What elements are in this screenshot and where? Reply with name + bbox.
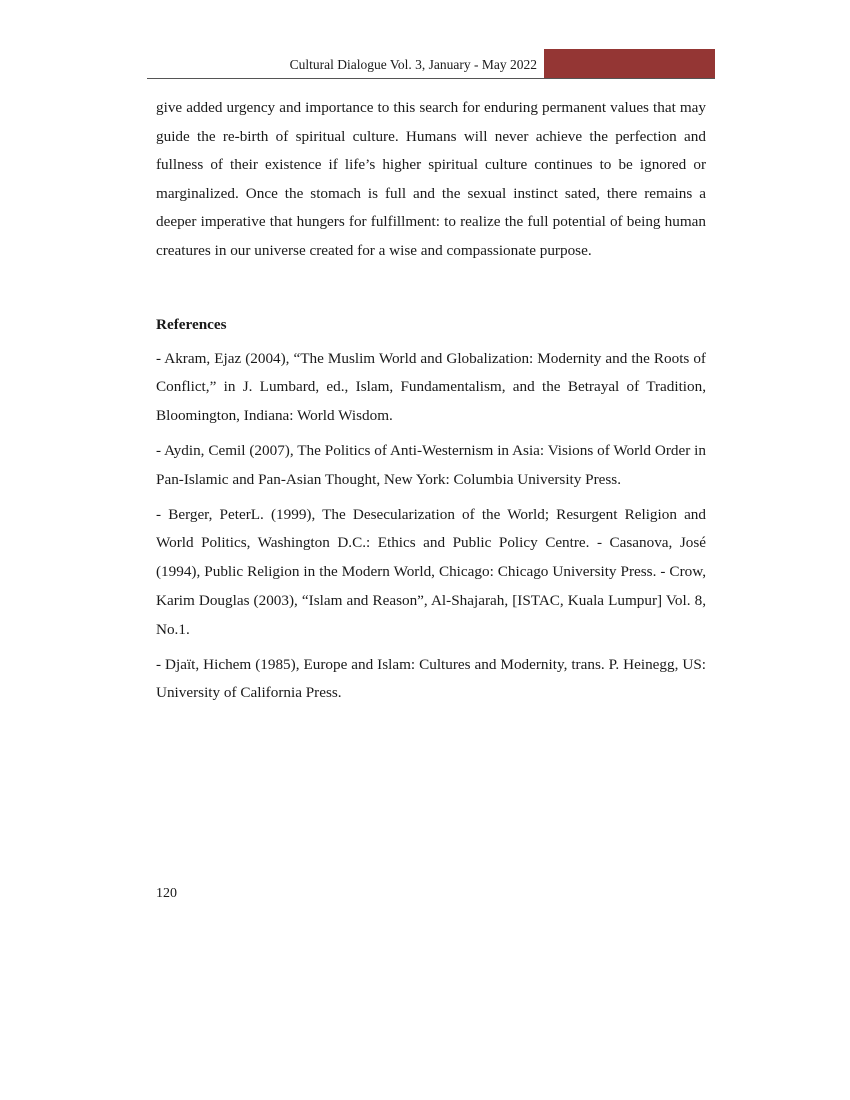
header-rule: [147, 78, 715, 79]
body-paragraph: give added urgency and importance to this search for enduring permanent values that may guide the re-birth of spiritual culture. Humans will never achieve the perfection and fullness of their existence if life’s higher spiritual culture continues to be ignored or marginalized. Once the stomach is full and the sexual instinct sated, there remains a deeper imperative that hungers for fulfillment: to realize the full potential of being human creatures in our universe created for a wise and compassionate purpose.: [156, 99, 706, 259]
page-number: 120: [156, 886, 177, 901]
reference-item: - Aydin, Cemil (2007), The Politics of Anti-Westernism in Asia: Visions of World Order in Pan-Islamic and Pan-Asian Thought, New York: Columbia University Press.: [156, 441, 706, 488]
reference-item: - Berger, PeterL. (1999), The Desecularization of the World; Resurgent Religion and World Politics, Washington D.C.: Ethics and Public Policy Centre. - Casanova, José (1994), Public Religion in the Modern World, Chicago: Chicago University Press. - Crow, Karim Douglas (2003), “Islam and Reason”, Al-Shajarah, [ISTAC, Kuala Lumpur] Vol. 8, No.1.: [156, 505, 706, 638]
page-content: [156, 94, 706, 708]
reference-item: - Akram, Ejaz (2004), “The Muslim World and Globalization: Modernity and the Roots of Conflict,” in J. Lumbard, ed., Islam, Fundamentalism, and the Betrayal of Tradition, Bloomington, Indiana: World Wisdom.: [156, 349, 706, 425]
journal-title: Cultural Dialogue Vol. 3, January - May 2022: [289, 57, 537, 72]
references-heading: References: [156, 315, 227, 333]
reference-item: - Djaït, Hichem (1985), Europe and Islam: Cultures and Modernity, trans. P. Heinegg, US: University of California Press.: [156, 655, 706, 702]
header-accent-bar: [544, 49, 715, 78]
running-header: [147, 49, 715, 79]
